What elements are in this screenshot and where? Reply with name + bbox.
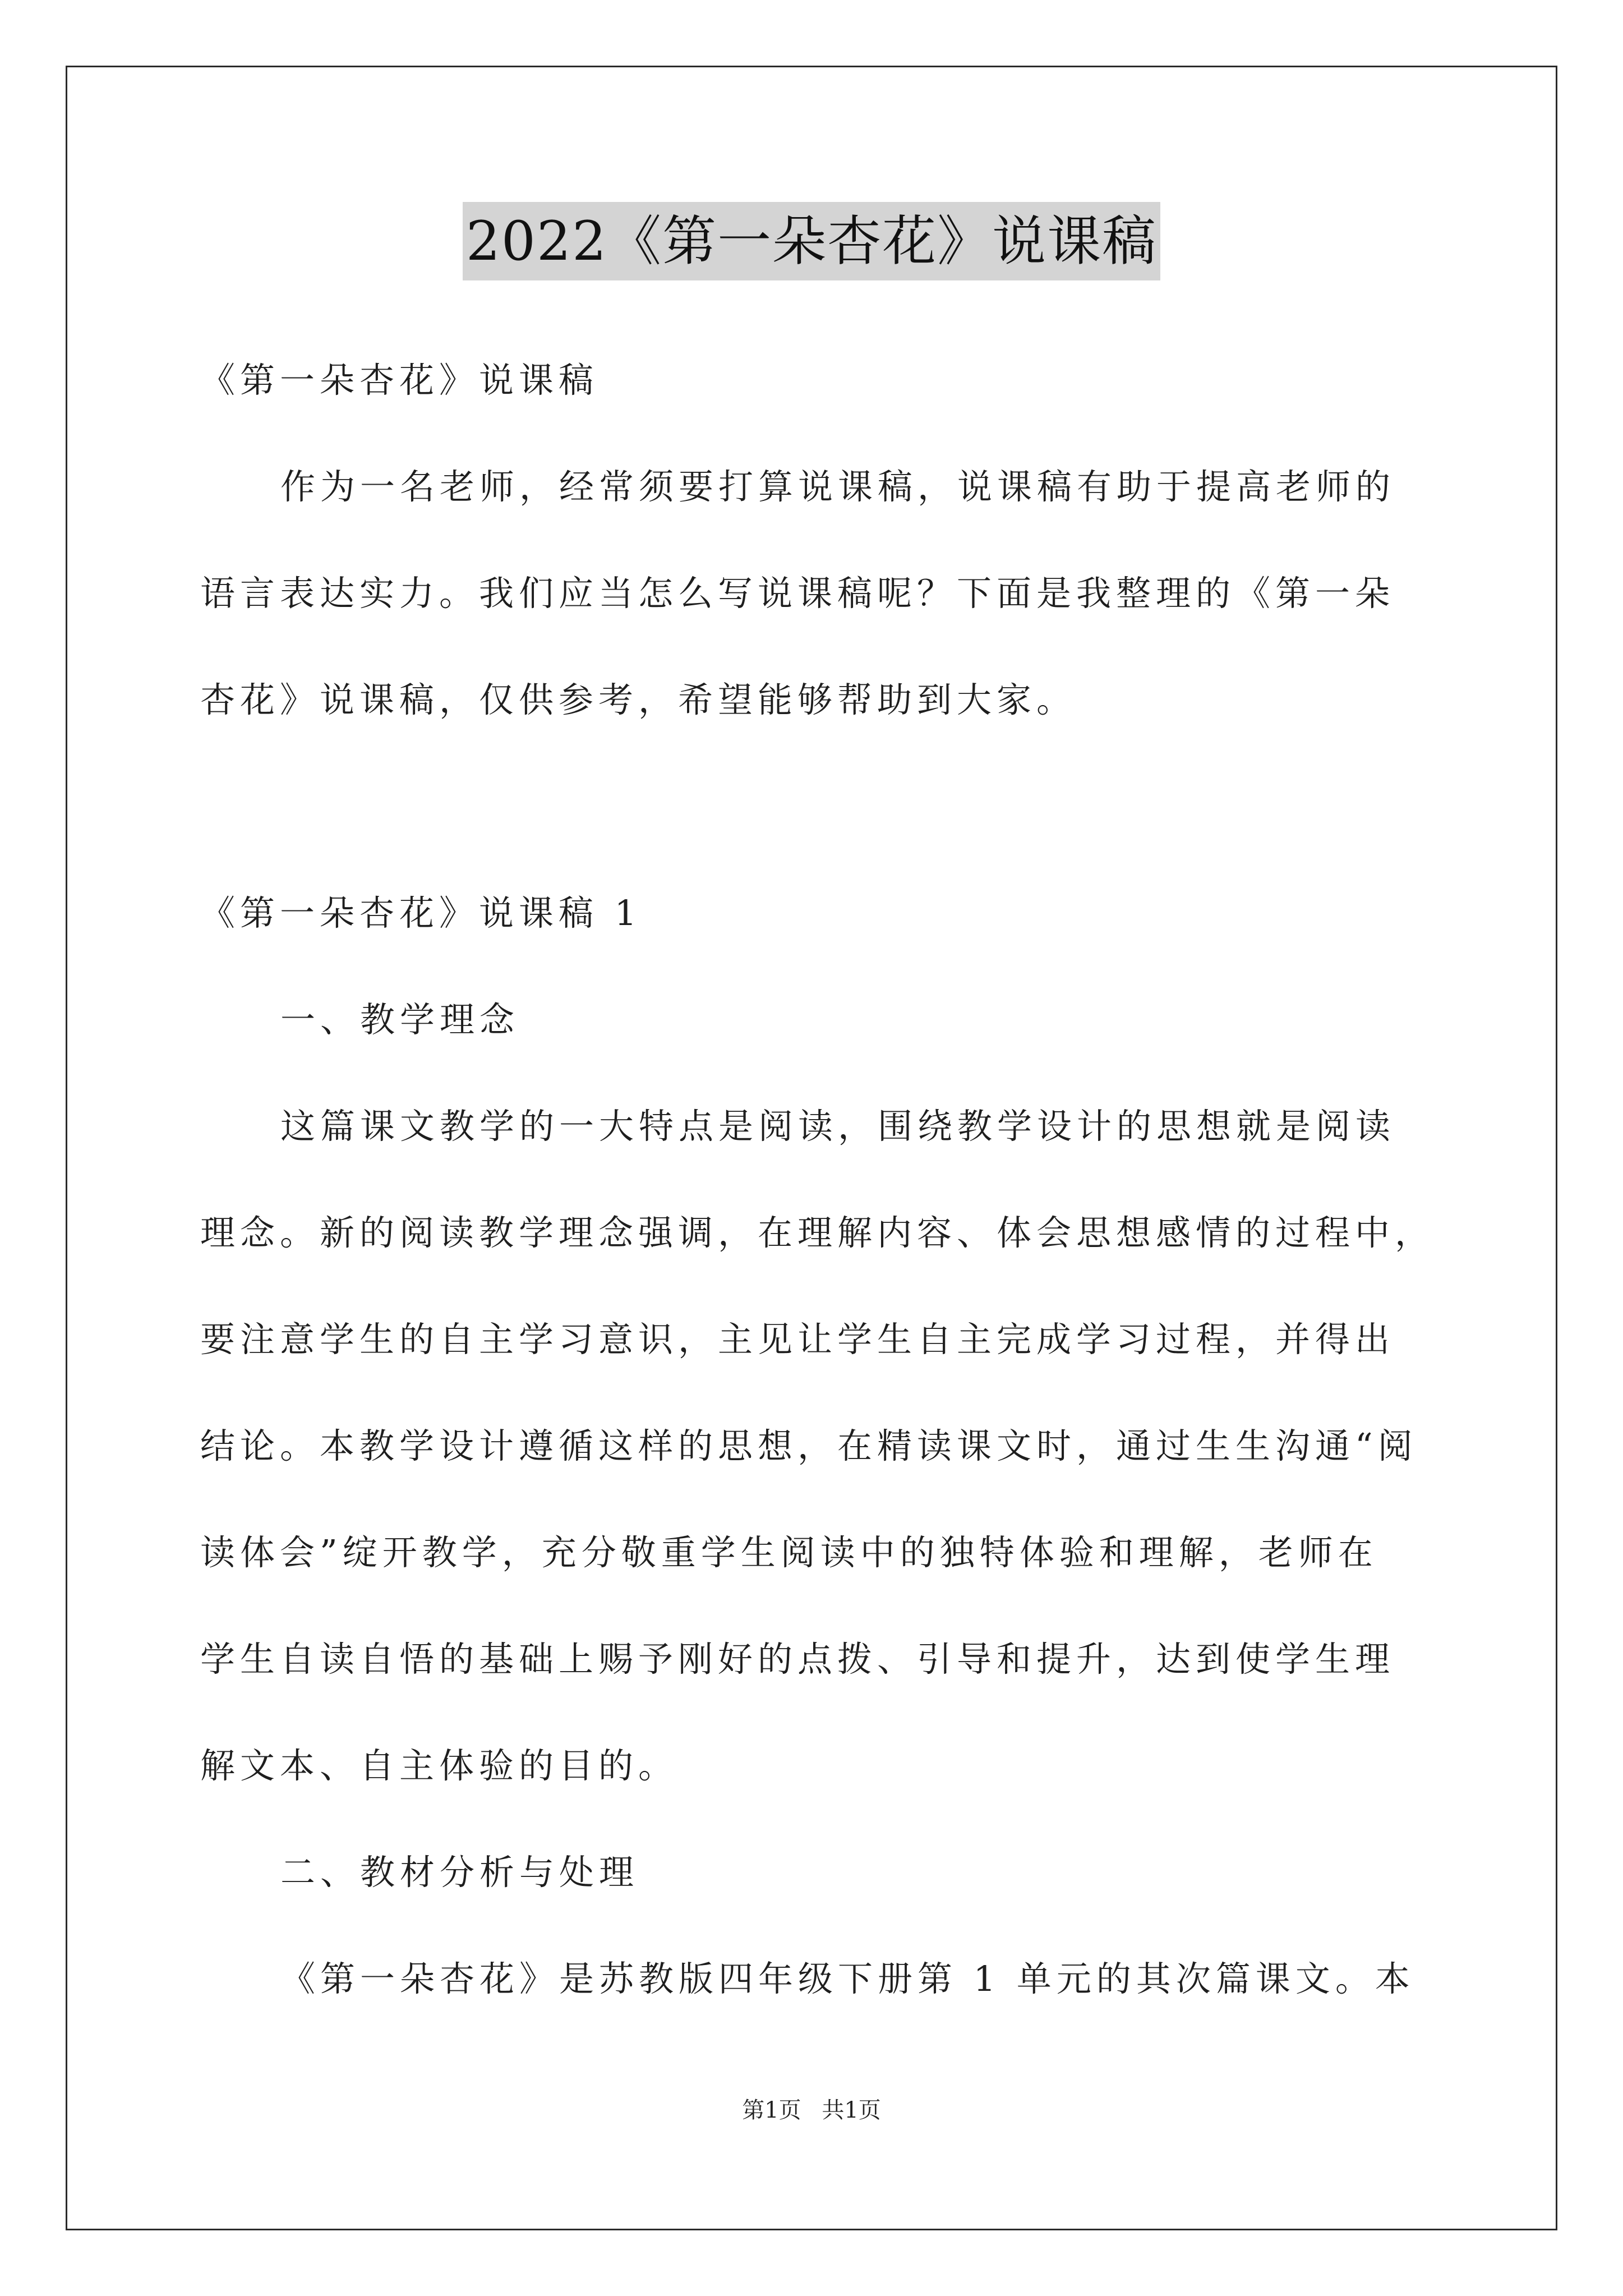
title-wrap: [0, 202, 1623, 280]
page-total: 共1页: [822, 2097, 881, 2123]
subtitle-line: 《第一朵杏花》说课稿: [200, 360, 599, 401]
paragraph-line: 解文本、自主体验的目的。: [200, 1745, 679, 1786]
paragraph-line: 杏花》说课稿，仅供参考，希望能够帮助到大家。: [200, 679, 1077, 720]
paragraph-line: 结论。本教学设计遵循这样的思想，在精读课文时，通过生生沟通“阅: [200, 1425, 1418, 1466]
paragraph-line: 理念。新的阅读教学理念强调，在理解内容、体会思想感情的过程中，: [200, 1212, 1435, 1253]
subsection-heading: 一、教学理念: [280, 999, 520, 1040]
section-heading: 《第一朵杏花》说课稿 1: [200, 892, 642, 933]
paragraph-line: 《第一朵杏花》是苏教版四年级下册第 1 单元的其次篇课文。本: [280, 1958, 1415, 1999]
paragraph-line: 作为一名老师，经常须要打算说课稿，说课稿有助于提高老师的: [280, 466, 1396, 507]
paragraph-line: 这篇课文教学的一大特点是阅读，围绕教学设计的思想就是阅读: [280, 1106, 1396, 1147]
page-number: 第1页: [742, 2097, 801, 2123]
document-title: 2022《第一朵杏花》说课稿: [463, 202, 1160, 280]
subsection-heading: 二、教材分析与处理: [280, 1852, 639, 1893]
paragraph-line: 学生自读自悟的基础上赐予刚好的点拨、引导和提升，达到使学生理: [200, 1639, 1395, 1680]
page-footer: [0, 2092, 1623, 2124]
paragraph-line: 读体会”绽开教学，充分敬重学生阅读中的独特体验和理解，老师在: [200, 1532, 1378, 1573]
paragraph-line: 要注意学生的自主学习意识，主见让学生自主完成学习过程，并得出: [200, 1319, 1395, 1360]
paragraph-line: 语言表达实力。我们应当怎么写说课稿呢？下面是我整理的《第一朵: [200, 573, 1395, 614]
